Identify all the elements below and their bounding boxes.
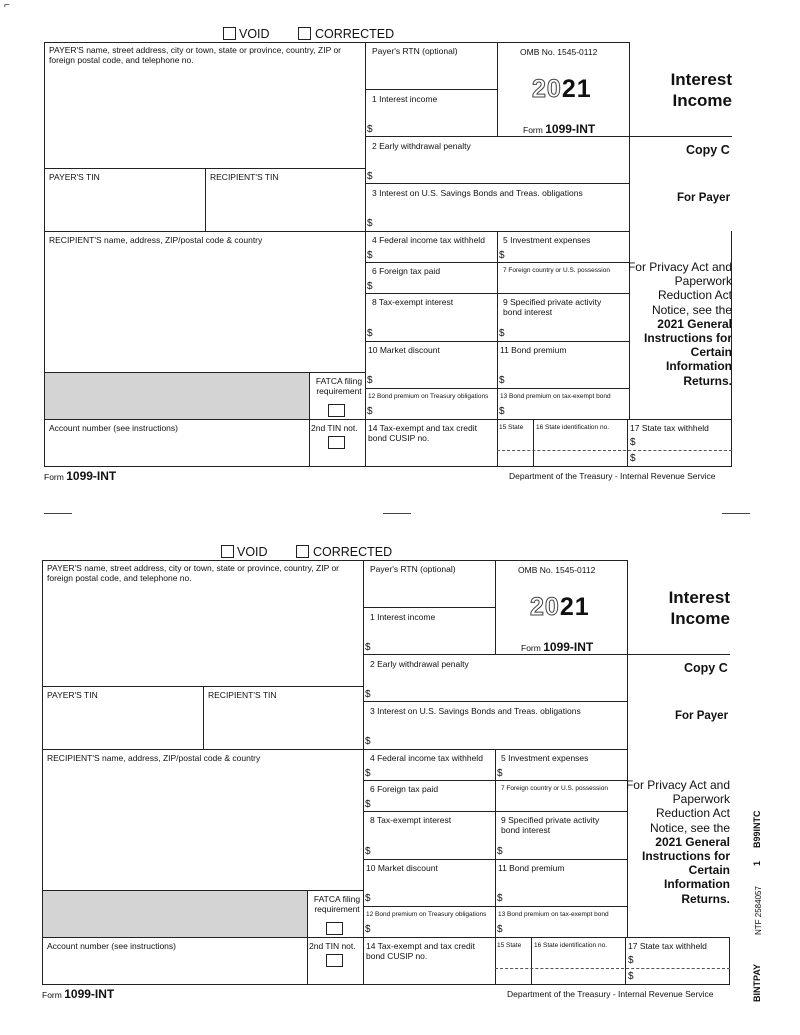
dollar-sign: $: [365, 924, 371, 935]
recipient-name-field[interactable]: [42, 749, 364, 891]
box12-label: 12 Bond premium on Treasury obligations: [366, 911, 487, 918]
privacy-text-bold: 2021 General Instructions for Certain Information Returns.: [643, 316, 732, 388]
box2-label: 2 Early withdrawal penalty: [372, 141, 471, 151]
form-id-header: [521, 640, 593, 654]
account-number-label: Account number (see instructions): [47, 941, 176, 951]
dollar-sign: $: [497, 846, 503, 857]
box5-label: 5 Investment expenses: [501, 753, 589, 763]
copy-label: Copy C: [686, 143, 730, 157]
box12-label: 12 Bond premium on Treasury obligations: [368, 393, 489, 400]
tax-year: [530, 593, 590, 622]
year-outline: 20: [530, 593, 560, 621]
box14-label: 14 Tax-exempt and tax credit bond CUSIP no.: [366, 941, 475, 961]
box15-label: 15 State: [497, 942, 522, 949]
void-label: VOID: [239, 27, 270, 41]
corrected-label: CORRECTED: [313, 545, 393, 559]
form-name: 1099-INT: [545, 122, 596, 136]
box17-label: 17 State tax withheld: [630, 423, 709, 433]
year-bold: 21: [561, 75, 592, 103]
box6-label: 6 Foreign tax paid: [370, 784, 439, 794]
dollar-sign: $: [497, 893, 503, 904]
dollar-sign: $: [367, 124, 373, 135]
privacy-text: For Privacy Act and Paperwork Reduction Act Notice, see the: [627, 260, 732, 317]
form-word: Form: [42, 990, 62, 1000]
corrected-checkbox[interactable]: [298, 27, 311, 40]
box16-label: 16 State identification no.: [536, 424, 609, 431]
form-word: Form: [44, 472, 64, 482]
box6-label: 6 Foreign tax paid: [372, 266, 441, 276]
copy-label: Copy C: [684, 661, 728, 675]
privacy-text-bold: 2021 General Instructions for Certain Information Returns.: [641, 834, 730, 906]
shaded-area: [42, 890, 308, 938]
dollar-sign: $: [365, 768, 371, 779]
form-id-footer: [44, 469, 116, 483]
box4-label: 4 Federal income tax withheld: [372, 235, 485, 245]
right-border: [731, 231, 732, 419]
box16-label: 16 State identification no.: [534, 942, 607, 949]
recipient-tin-label: RECIPIENT'S TIN: [210, 172, 279, 182]
privacy-text: For Privacy Act and Paperwork Reduction Act Notice, see the: [625, 778, 730, 835]
shaded-area: [44, 372, 310, 420]
form-id-footer: [42, 987, 114, 1001]
box1-label: 1 Interest income: [370, 612, 436, 622]
rtn-label: Payer's RTN (optional): [372, 46, 458, 56]
box17-label: 17 State tax withheld: [628, 941, 707, 951]
payer-name-label: PAYER'S name, street address, city or town, state or province, country, ZIP or foreign postal code, and telephone no.: [47, 563, 340, 583]
dollar-sign: $: [367, 328, 373, 339]
recipient-name-field[interactable]: [44, 231, 366, 373]
box13-label: 13 Bond premium on tax-exempt bond: [500, 393, 611, 400]
fatca-checkbox[interactable]: [328, 404, 345, 417]
dept-label: Department of the Treasury - Internal Revenue Service: [507, 989, 714, 999]
form-name: 1099-INT: [64, 987, 115, 1001]
payer-tin-label: PAYER'S TIN: [49, 172, 100, 182]
rtn-label: Payer's RTN (optional): [370, 564, 456, 574]
box7-label: 7 Foreign country or U.S. possession: [501, 785, 608, 792]
dollar-sign: $: [499, 375, 505, 386]
box10-label: 10 Market discount: [368, 345, 440, 355]
corrected-checkbox[interactable]: [296, 545, 309, 558]
privacy-notice: [622, 260, 732, 388]
corrected-label: CORRECTED: [315, 27, 395, 41]
margin-one: 1: [752, 860, 762, 866]
second-tin-label: 2nd TIN not.: [309, 941, 356, 951]
void-checkbox[interactable]: [221, 545, 234, 558]
dollar-sign: $: [630, 453, 636, 464]
form-name: 1099-INT: [66, 469, 117, 483]
fatca-label: FATCA filing requirement: [315, 376, 363, 396]
box9-label: 9 Specified private activity bond interest: [503, 297, 602, 317]
box9-label: 9 Specified private activity bond interest: [501, 815, 600, 835]
margin-ntf: NTF 2584057: [754, 886, 763, 935]
form-title: Interest Income: [670, 70, 732, 110]
tax-year: [532, 75, 592, 104]
payer-name-label: PAYER'S name, street address, city or town, state or province, country, ZIP or foreign postal code, and telephone no.: [49, 45, 342, 65]
dept-label: Department of the Treasury - Internal Revenue Service: [509, 471, 716, 481]
omb-number: OMB No. 1545-0112: [520, 47, 598, 57]
box10-label: 10 Market discount: [366, 863, 438, 873]
perforation-mark: [383, 513, 411, 514]
box11-label: 11 Bond premium: [500, 345, 567, 355]
recipient-tin-label: RECIPIENT'S TIN: [208, 690, 277, 700]
box14-label: 14 Tax-exempt and tax credit bond CUSIP no.: [368, 423, 477, 443]
fatca-label: FATCA filing requirement: [313, 894, 361, 914]
box1-label: 1 Interest income: [372, 94, 438, 104]
box2-label: 2 Early withdrawal penalty: [370, 659, 469, 669]
dollar-sign: $: [367, 171, 373, 182]
recipient-name-label: RECIPIENT'S name, address, ZIP/postal code & country: [47, 753, 261, 763]
dollar-sign: $: [497, 924, 503, 935]
dollar-sign: $: [630, 437, 636, 448]
void-checkbox[interactable]: [223, 27, 236, 40]
form-word: Form: [523, 125, 543, 135]
form-word: Form: [521, 643, 541, 653]
perforation-mark: [44, 513, 72, 514]
omb-number: OMB No. 1545-0112: [518, 565, 596, 575]
dollar-sign: $: [499, 328, 505, 339]
box8-label: 8 Tax-exempt interest: [372, 297, 454, 307]
dollar-sign: $: [365, 846, 371, 857]
dollar-sign: $: [367, 281, 373, 292]
form-name: 1099-INT: [543, 640, 594, 654]
fatca-checkbox[interactable]: [326, 922, 343, 935]
box15-label: 15 State: [499, 424, 524, 431]
state-divider: [495, 968, 730, 969]
margin-code: B99INTC: [752, 810, 762, 848]
dollar-sign: $: [367, 218, 373, 229]
second-tin-checkbox[interactable]: [328, 436, 345, 449]
dollar-sign: $: [628, 955, 634, 966]
box3-label: 3 Interest on U.S. Savings Bonds and Treas. obligations: [372, 188, 583, 198]
perforation-mark: [722, 513, 750, 514]
dollar-sign: $: [497, 768, 503, 779]
privacy-notice: [620, 778, 730, 906]
dollar-sign: $: [365, 799, 371, 810]
form-title: Interest Income: [668, 588, 730, 628]
box5-label: 5 Investment expenses: [503, 235, 591, 245]
dollar-sign: $: [367, 250, 373, 261]
dollar-sign: $: [367, 406, 373, 417]
crop-mark: ⌐: [4, 0, 10, 11]
dollar-sign: $: [499, 250, 505, 261]
dollar-sign: $: [365, 642, 371, 653]
recipient-name-label: RECIPIENT'S name, address, ZIP/postal code & country: [49, 235, 263, 245]
dollar-sign: $: [367, 375, 373, 386]
dollar-sign: $: [365, 689, 371, 700]
box4-label: 4 Federal income tax withheld: [370, 753, 483, 763]
box13-label: 13 Bond premium on tax-exempt bond: [498, 911, 609, 918]
for-payer-label: For Payer: [677, 192, 731, 204]
payer-tin-label: PAYER'S TIN: [47, 690, 98, 700]
box3-label: 3 Interest on U.S. Savings Bonds and Treas. obligations: [370, 706, 581, 716]
title-divider: [629, 136, 732, 137]
year-bold: 21: [559, 593, 590, 621]
second-tin-checkbox[interactable]: [326, 954, 343, 967]
void-label: VOID: [237, 545, 268, 559]
account-number-label: Account number (see instructions): [49, 423, 178, 433]
dollar-sign: $: [628, 971, 634, 982]
margin-bintpay: BINTPAY: [752, 963, 762, 1002]
state-divider: [497, 450, 732, 451]
box7-label: 7 Foreign country or U.S. possession: [503, 267, 610, 274]
dollar-sign: $: [365, 736, 371, 747]
second-tin-label: 2nd TIN not.: [311, 423, 358, 433]
dollar-sign: $: [365, 893, 371, 904]
title-divider: [627, 654, 730, 655]
form-id-header: [523, 122, 595, 136]
year-outline: 20: [532, 75, 562, 103]
dollar-sign: $: [499, 406, 505, 417]
for-payer-label: For Payer: [675, 710, 729, 722]
box8-label: 8 Tax-exempt interest: [370, 815, 452, 825]
box11-label: 11 Bond premium: [498, 863, 565, 873]
